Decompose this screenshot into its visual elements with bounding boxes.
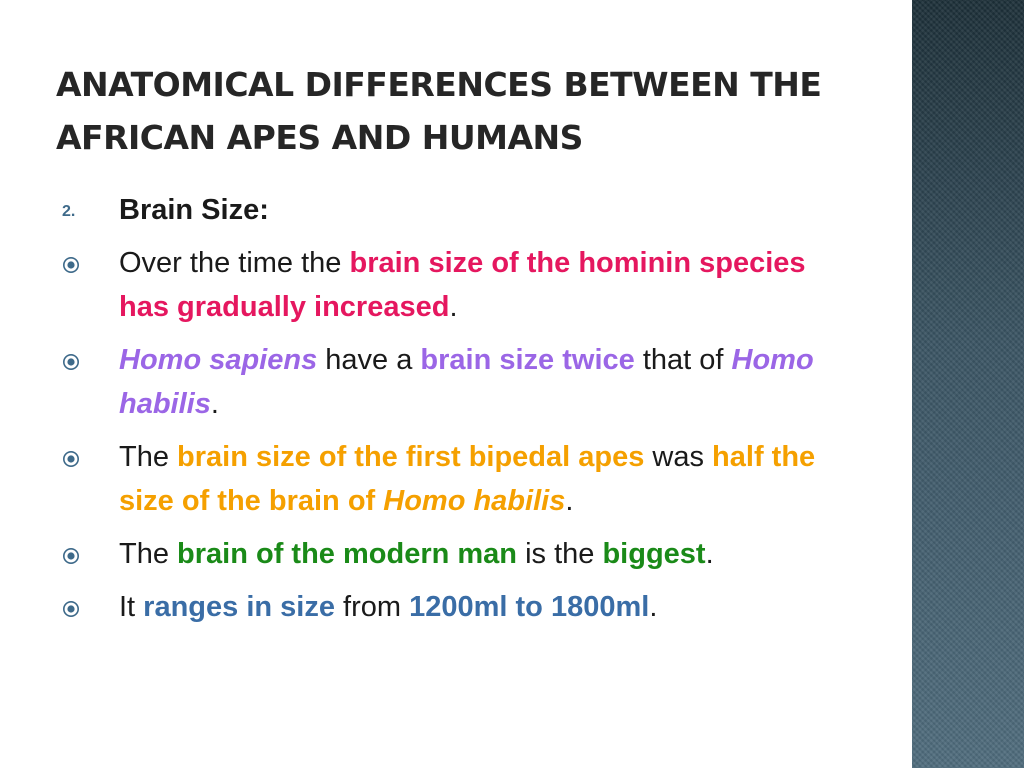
highlight-text: brain size twice xyxy=(420,344,635,376)
highlight-text: Homo habilis xyxy=(119,344,814,420)
slide-body xyxy=(56,188,856,638)
bullet-text: that of xyxy=(634,344,732,376)
circled-dot-bullet-icon xyxy=(62,353,80,371)
highlight-text: biggest xyxy=(602,538,706,570)
highlight-text: half the size of the brain of xyxy=(119,441,816,517)
bullet-text: . xyxy=(649,591,658,623)
bullet-text: . xyxy=(449,291,458,323)
slide-title xyxy=(56,58,896,164)
highlight-text: ranges in size xyxy=(143,591,335,623)
title-line-2: AFRICAN APES AND HUMANS xyxy=(56,118,583,157)
circled-dot-bullet-icon xyxy=(62,600,80,618)
highlight-text: brain size of the hominin species has gradually increased xyxy=(119,247,806,323)
section-heading-row xyxy=(56,188,856,232)
bullet-text: . xyxy=(565,485,574,517)
bullet-text: The xyxy=(119,538,178,570)
highlight-text: 1200ml to 1800ml xyxy=(409,591,650,623)
circled-dot-bullet-icon xyxy=(62,256,80,274)
bullet-text: from xyxy=(334,591,410,623)
highlight-text: Homo sapiens xyxy=(119,344,318,376)
title-line-1: ANATOMICAL DIFFERENCES BETWEEN THE xyxy=(56,65,822,104)
bullet-text: have a xyxy=(317,344,421,376)
circled-dot-bullet-icon xyxy=(62,547,80,565)
highlight-text: brain size of the first bipedal apes xyxy=(177,441,645,473)
section-number: 2. xyxy=(62,203,76,220)
bullet-text: Over the time the xyxy=(119,247,350,279)
highlight-text: Homo habilis xyxy=(383,485,566,517)
bullet-text: . xyxy=(210,388,219,420)
bullet-text: was xyxy=(644,441,713,473)
bullet-item xyxy=(56,241,856,329)
section-heading: Brain Size: xyxy=(119,194,269,226)
bullet-item xyxy=(56,435,856,523)
circled-dot-bullet-icon xyxy=(62,450,80,468)
decorative-sidebar xyxy=(912,0,1024,768)
bullet-item xyxy=(56,338,856,426)
bullet-item xyxy=(56,532,856,576)
bullet-text: is the xyxy=(517,538,603,570)
bullet-text: The xyxy=(119,441,178,473)
bullet-item xyxy=(56,585,856,629)
bullet-text: . xyxy=(705,538,714,570)
bullet-text: It xyxy=(119,591,144,623)
highlight-text: brain of the modern man xyxy=(177,538,518,570)
